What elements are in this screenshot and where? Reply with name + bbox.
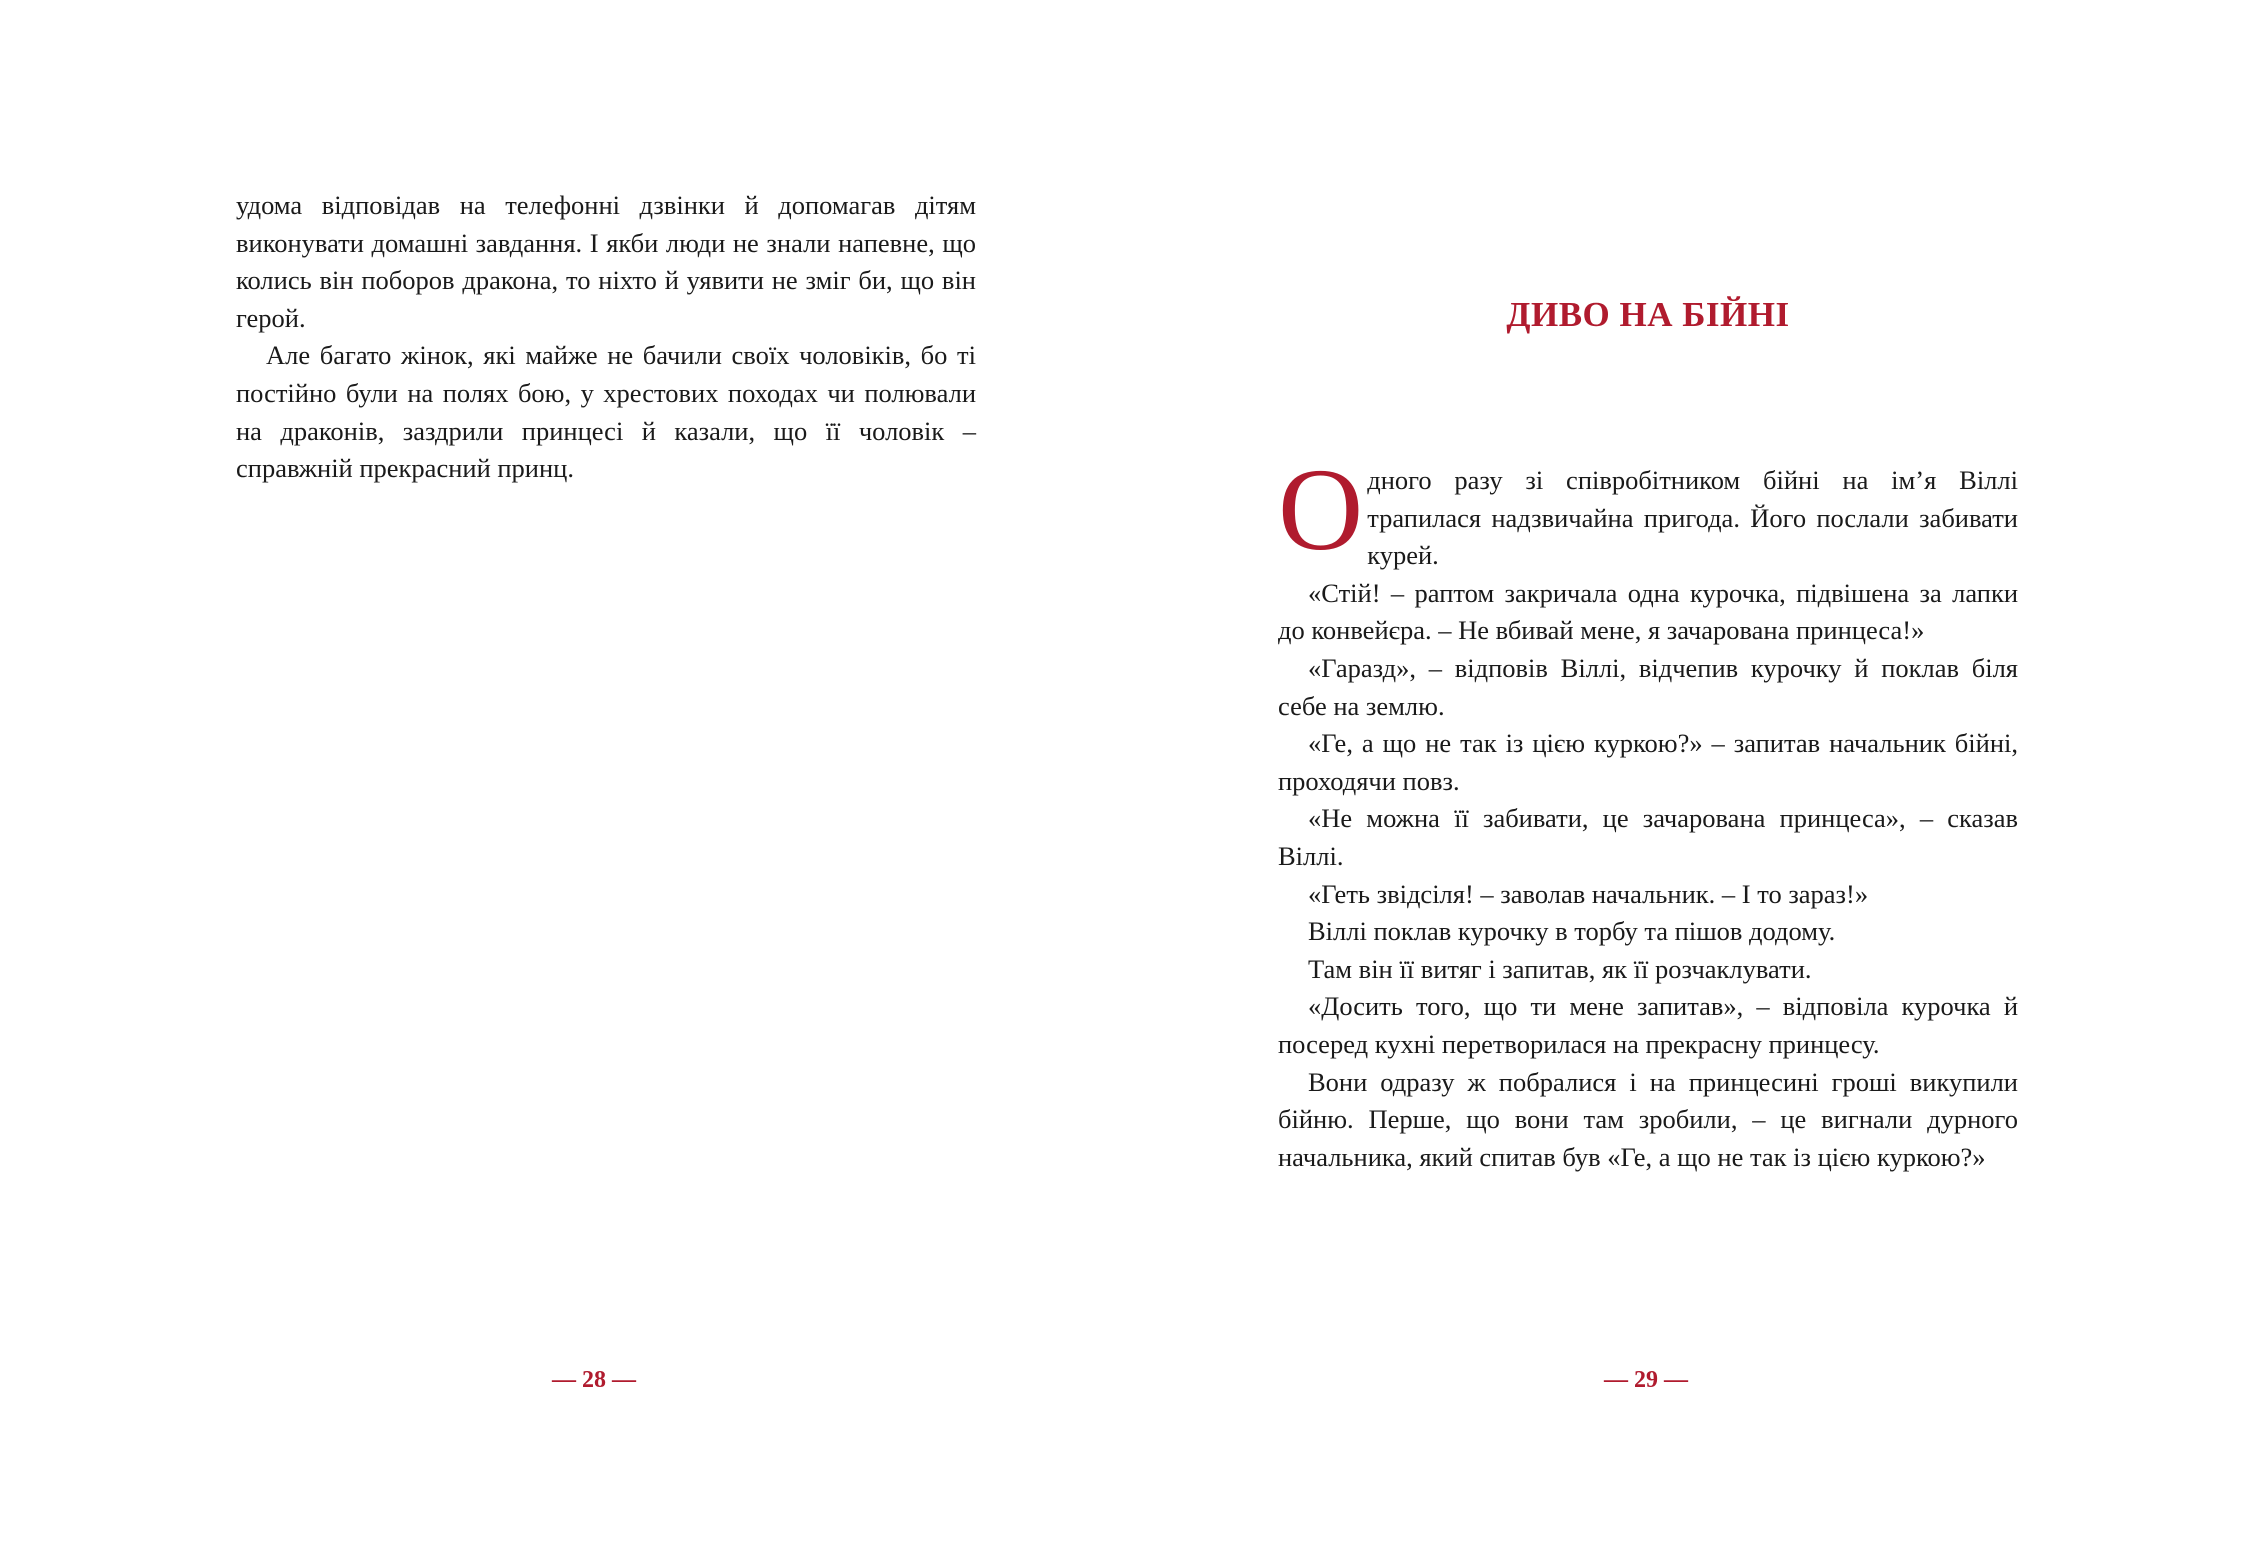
first-paragraph — [1278, 444, 2018, 575]
left-page-text — [236, 187, 976, 488]
paragraph: «Ге, а що не так із цією куркою?» – запитав начальник бійні, проходячи повз. — [1278, 728, 2018, 796]
paragraph: «Гаразд», – відповів Віллі, відчепив курочку й поклав біля себе на землю. — [1278, 652, 2018, 721]
paragraph: «Геть звідсіля! – заволав начальник. – І то зараз!» — [1308, 878, 1869, 909]
chapter-title: ДИВО НА БІЙНІ — [1506, 295, 1790, 334]
right-page-text — [1278, 444, 2018, 1176]
paragraph: Але багато жінок, які майже не бачили своїх чоловіків, бо ті постійно були на полях бою, у хрестових походах чи полювали на драконів, заздрили принцесі й казали, що її чоловік – справжній прекрасний принц. — [236, 340, 976, 484]
paragraph: «Досить того, що ти мене запитав», – відповіла курочка й посеред кухні перетворилася на прекрасну принцесу. — [1278, 991, 2018, 1059]
paragraph: Віллі поклав курочку в торбу та пішов додому. — [1308, 916, 1836, 947]
paragraph: Там він її витяг і запитав, як її розчаклувати. — [1308, 953, 1812, 984]
paragraph: «Стій! – раптом закричала одна курочка, підвішена за лапки до конвейєра. – Не вбивай мене, я зачарована принцеса!» — [1278, 577, 2018, 646]
paragraph: «Не можна її забивати, це зачарована принцеса», – сказав Віллі. — [1278, 803, 2018, 871]
first-paragraph-text: дного разу зі співробітником бійні на ім’я Віллі трапилася надзвичайна пригода. Його послали забивати курей. — [1367, 465, 2018, 571]
page-number: — 29 — — [1604, 1367, 1688, 1393]
paragraph: Вони одразу ж побралися і на принцесині гроші викупили бійню. Перше, що вони там зробили, – це вигнали дурного начальника, який спитав був «Ге, а що не так із цією куркою?» — [1278, 1066, 2018, 1172]
drop-cap: О — [1278, 444, 1364, 575]
right-page — [1122, 0, 2244, 1565]
page-number: — 28 — — [552, 1367, 636, 1393]
paragraph: удома відповідав на телефонні дзвінки й допомагав дітям виконувати домашні завдання. І якби люди не знали напевне, що колись він поборов дракона, то ніхто й уявити не зміг би, що він герой. — [236, 190, 976, 333]
